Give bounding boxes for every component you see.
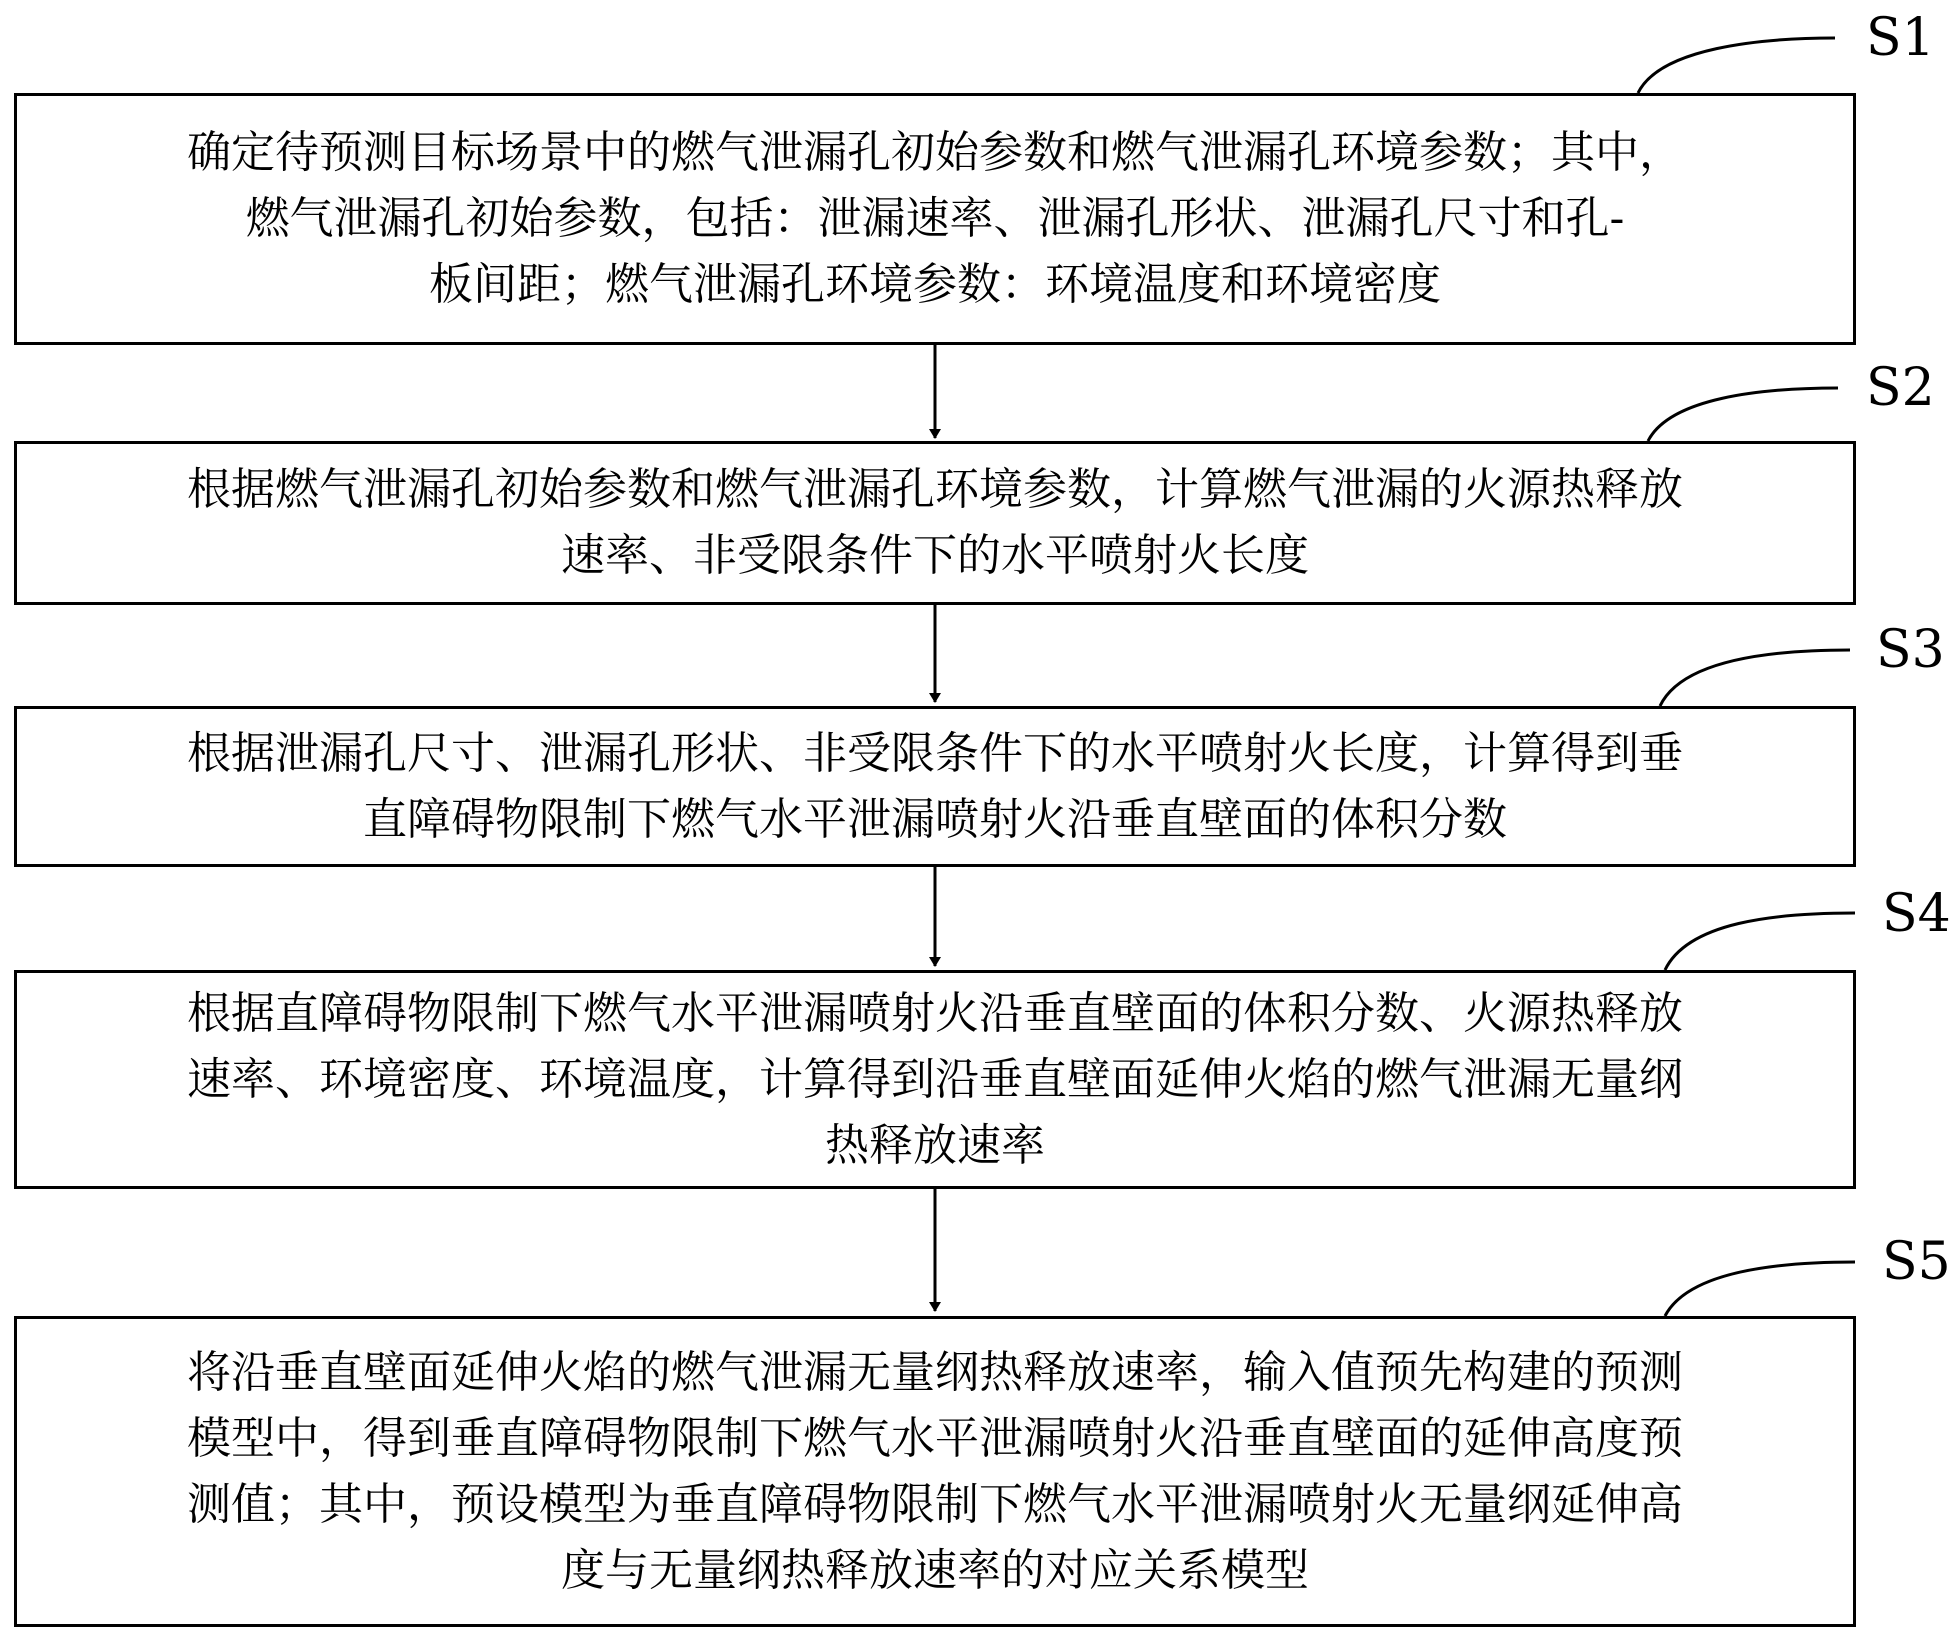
step-text-line: 燃气泄漏孔初始参数，包括：泄漏速率、泄漏孔形状、泄漏孔尺寸和孔- [245,193,1625,244]
step-label-s4: S4 [1882,884,1951,944]
step-text-line: 测值；其中，预设模型为垂直障碍物限制下燃气水平泄漏喷射火无量纲延伸高 [187,1478,1683,1530]
step-text-line: 度与无量纲热释放速率的对应关系模型 [561,1544,1309,1596]
step-box-s3 [14,706,1856,867]
step-text-line: 速率、非受限条件下的水平喷射火长度 [561,530,1309,581]
step-label-s1: S1 [1866,8,1935,68]
step-label-s5: S5 [1882,1232,1951,1292]
step-label-s3: S3 [1876,620,1945,680]
step-text-line: 热释放速率 [825,1119,1045,1171]
step-text-line: 直障碍物限制下燃气水平泄漏喷射火沿垂直壁面的体积分数 [363,793,1507,845]
step-box-s4 [14,970,1856,1189]
step-box-s2 [14,441,1856,605]
step-box-s1 [14,93,1856,345]
step-text-line: 确定待预测目标场景中的燃气泄漏孔初始参数和燃气泄漏孔环境参数；其中， [187,127,1683,178]
leader-s1 [1638,38,1835,93]
leader-s5 [1665,1262,1855,1316]
step-text-line: 将沿垂直壁面延伸火焰的燃气泄漏无量纲热释放速率，输入值预先构建的预测 [187,1346,1683,1398]
step-text-line: 根据燃气泄漏孔初始参数和燃气泄漏孔环境参数，计算燃气泄漏的火源热释放 [187,464,1683,515]
step-text-line: 速率、环境密度、环境温度，计算得到沿垂直壁面延伸火焰的燃气泄漏无量纲 [187,1053,1683,1105]
step-box-s5 [14,1316,1856,1627]
leader-s4 [1665,913,1855,970]
step-text-line: 板间距；燃气泄漏孔环境参数：环境温度和环境密度 [429,259,1441,310]
step-text-line: 根据直障碍物限制下燃气水平泄漏喷射火沿垂直壁面的体积分数、火源热释放 [187,987,1683,1039]
leader-s3 [1660,650,1850,706]
step-text-line: 根据泄漏孔尺寸、泄漏孔形状、非受限条件下的水平喷射火长度，计算得到垂 [187,727,1683,779]
step-text-line: 模型中，得到垂直障碍物限制下燃气水平泄漏喷射火沿垂直壁面的延伸高度预 [187,1412,1683,1464]
leader-s2 [1648,388,1838,441]
step-label-s2: S2 [1866,358,1935,418]
